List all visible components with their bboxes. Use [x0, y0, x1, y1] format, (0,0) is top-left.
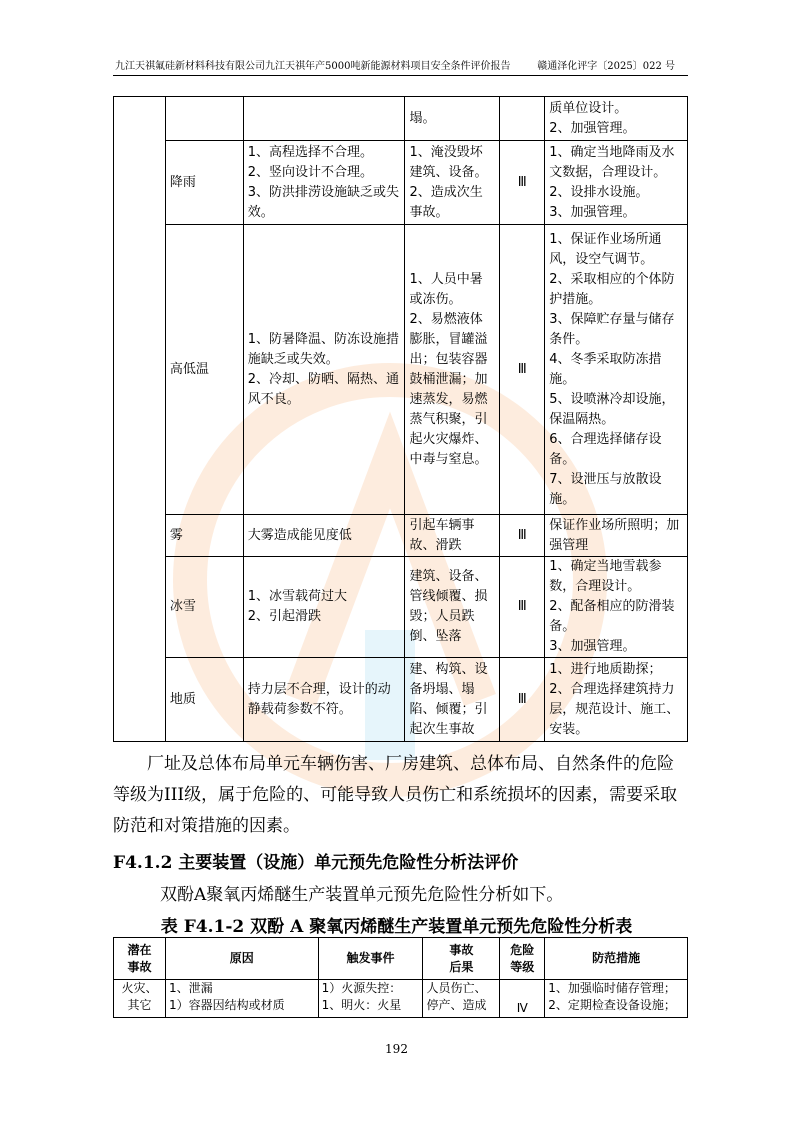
measures-cell: 质单位设计。 2、加强管理。: [545, 97, 688, 141]
trigger-cell: 1）火源失控： 1、明火：火星: [318, 980, 423, 1018]
measures-cell: 1、确定当地雪载参数，合理设计。 2、配备相应的防滑装备。 3、加强管理。: [545, 557, 688, 658]
measures-cell: 1、进行地质勘探； 2、合理选择建筑持力层，规范设计、施工、安装。: [545, 658, 688, 742]
column-header: 防范措施: [545, 938, 688, 980]
measures-cell: 1、确定当地降雨及水文数据，合理设计。 2、设排水设施。 3、加强管理。: [545, 141, 688, 225]
header-report-title: 九江天祺氟硅新材料科技有限公司九江天祺年产5000吨新能源材料项目安全条件评价报告: [115, 61, 511, 72]
table-row: [114, 980, 688, 1018]
cause-cell: 1、高程选择不合理。 2、竖向设计不合理。 3、防洪排涝设施缺乏或失效。: [243, 141, 405, 225]
trigger-cell: 1、淹没毁坏建筑、设备。 2、造成次生事故。: [405, 141, 500, 225]
header-report-number: 赣通泽化评字〔2025〕022 号: [537, 61, 675, 72]
factor-cell: 降雨: [165, 141, 243, 225]
table-row: [114, 225, 688, 515]
section-heading: F4.1.2 主要装置（设施）单元预先危险性分析法评价: [113, 853, 519, 873]
table-caption: 表 F4.1-2 双酚 A 聚氧丙烯醚生产装置单元预先危险性分析表: [160, 917, 633, 937]
grade-cell: Ⅲ: [500, 515, 545, 557]
grade-cell: Ⅲ: [500, 658, 545, 742]
measures-cell: 保证作业场所照明；加强管理: [545, 515, 688, 557]
intro-sentence: 双酚A聚氧丙烯醚生产装置单元预先危险性分析如下。: [160, 885, 564, 905]
cause-cell: [243, 97, 405, 141]
table-row: [114, 658, 688, 742]
cause-cell: 1、防暑降温、防冻设施措施缺乏或失效。 2、冷却、防晒、隔热、通风不良。: [243, 225, 405, 515]
column-header: 潜在 事故: [114, 938, 166, 980]
factor-cell: 地质: [165, 658, 243, 742]
column-header: 危险 等级: [500, 938, 545, 980]
trigger-cell: 引起车辆事故、滑跌: [405, 515, 500, 557]
trigger-cell: 建筑、设备、管线倾覆、损毁；人员跌倒、坠落: [405, 557, 500, 658]
hazard-analysis-table-continued: [113, 96, 688, 742]
table-row: [114, 97, 688, 141]
merged-accident-cell: [114, 97, 166, 742]
column-header: 原因: [165, 938, 318, 980]
table-row: [114, 515, 688, 557]
factor-cell: 高低温: [165, 225, 243, 515]
cause-cell: 1、冰雪载荷过大 2、引起滑跌: [243, 557, 405, 658]
grade-cell: Ⅲ: [500, 557, 545, 658]
trigger-cell: 塌。: [405, 97, 500, 141]
accident-cell: 火灾、 其它: [114, 980, 166, 1018]
grade-cell: Ⅳ: [500, 980, 545, 1018]
cause-cell: 1、泄漏 1）容器因结构或材质: [165, 980, 318, 1018]
measures-cell: 1、加强临时储存管理； 2、定期检查设备设施；: [545, 980, 688, 1018]
table-header-row: [114, 938, 688, 980]
grade-cell: Ⅲ: [500, 141, 545, 225]
measures-cell: 1、保证作业场所通风，设空气调节。 2、采取相应的个体防护措施。 3、保障贮存量与储存条件。 4、冬季采取防冻措施。 5、设喷淋冷却设施，保温隔热。 6、合理选择储存设备。 7、设泄压与放散设施。: [545, 225, 688, 515]
device-unit-hazard-table: [113, 937, 688, 1018]
cause-cell: 大雾造成能见度低: [243, 515, 405, 557]
trigger-cell: 建、构筑、设备坍塌、塌陷、倾覆；引起次生事故: [405, 658, 500, 742]
table-row: [114, 557, 688, 658]
column-header: 触发事件: [318, 938, 423, 980]
grade-cell: Ⅲ: [500, 225, 545, 515]
factor-cell: 雾: [165, 515, 243, 557]
trigger-cell: 1、人员中暑或冻伤。 2、易燃液体膨胀，冒罐溢出；包装容器鼓桶泄漏；加速蒸发，易燃蒸气积聚，引起火灾爆炸、中毒与窒息。: [405, 225, 500, 515]
grade-cell: [500, 97, 545, 141]
result-cell: 人员伤亡、 停产、造成: [423, 980, 500, 1018]
column-header: 事故 后果: [423, 938, 500, 980]
table-row: [114, 141, 688, 225]
factor-cell: [165, 97, 243, 141]
cause-cell: 持力层不合理，设计的动静载荷参数不符。: [243, 658, 405, 742]
header-rule: [113, 75, 688, 76]
page-number: 192: [385, 1042, 408, 1056]
factor-cell: 冰雪: [165, 557, 243, 658]
body-paragraph: 厂址及总体布局单元车辆伤害、厂房建筑、总体布局、自然条件的危险等级为III级，属于危险的、可能导致人员伤亡和系统损坏的因素，需要采取防范和对策措施的因素。: [113, 754, 678, 836]
